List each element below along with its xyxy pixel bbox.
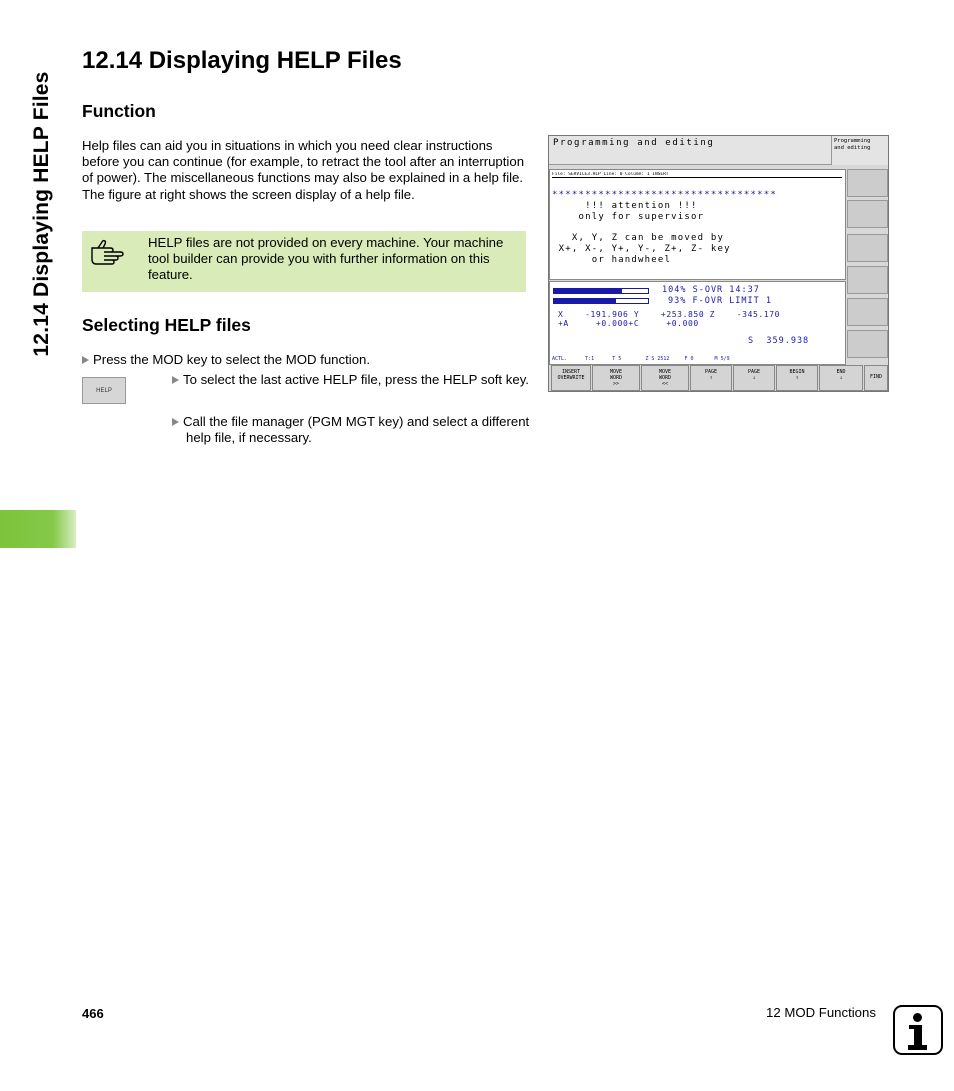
section-heading-function: Function bbox=[82, 101, 156, 121]
cnc-line: X, Y, Z can be moved by bbox=[552, 233, 725, 243]
side-softkey[interactable] bbox=[847, 298, 888, 326]
cnc-line: only for supervisor bbox=[552, 212, 705, 222]
chapter-tab-marker bbox=[0, 510, 76, 548]
step-item: Call the file manager (PGM MGT key) and select a different help file, if necessary. bbox=[172, 414, 538, 446]
spindle-value: S 359.938 bbox=[748, 336, 810, 346]
bullet-triangle-icon bbox=[82, 356, 89, 364]
softkey-find[interactable]: FIND bbox=[864, 365, 888, 391]
cnc-file-line: File: SERVICE3.HLP Line: 0 Column: 1 INSERT bbox=[552, 172, 842, 178]
side-softkey[interactable] bbox=[847, 169, 888, 197]
step-item: Press the MOD key to select the MOD function. bbox=[82, 352, 522, 368]
help-softkey[interactable]: HELP bbox=[82, 377, 126, 404]
position-row-1: X -191.906 Y +253.850 Z -345.170 bbox=[558, 310, 781, 319]
softkey-page-up[interactable]: PAGE ↑ bbox=[690, 365, 732, 391]
note-box bbox=[82, 231, 526, 292]
pointing-hand-icon bbox=[90, 239, 126, 265]
cnc-status-area bbox=[549, 281, 846, 365]
side-chapter-title: 12.14 Displaying HELP Files bbox=[30, 71, 53, 357]
s-ovr-bar bbox=[553, 288, 649, 294]
cnc-help-text-area bbox=[549, 169, 846, 280]
cnc-line: or handwheel bbox=[552, 255, 672, 265]
side-softkey[interactable] bbox=[847, 234, 888, 262]
cnc-mode-header: Programming and editing bbox=[549, 136, 831, 165]
f-ovr-bar bbox=[553, 298, 649, 304]
bullet-triangle-icon bbox=[172, 418, 179, 426]
softkey-move-word-left[interactable]: MOVE WORD << bbox=[641, 365, 689, 391]
page-number: 466 bbox=[82, 1006, 104, 1021]
position-row-2: +A +0.000+C +0.000 bbox=[558, 319, 699, 328]
page-title: 12.14 Displaying HELP Files bbox=[82, 47, 402, 74]
side-softkey[interactable] bbox=[847, 200, 888, 228]
cnc-screen-figure bbox=[548, 135, 889, 392]
s-ovr-text: 104% S-OVR 14:37 bbox=[662, 285, 760, 295]
bullet-triangle-icon bbox=[172, 376, 179, 384]
info-icon bbox=[893, 1005, 943, 1055]
cnc-mode-header-right: Programming and editing bbox=[831, 136, 888, 165]
actual-values-line: ACTL. T:1 T 5 Z S 2512 F 0 M 5/9 bbox=[552, 356, 730, 362]
softkey-page-down[interactable]: PAGE ↓ bbox=[733, 365, 775, 391]
function-paragraph: Help files can aid you in situations in which you need clear instructions before you can continue (for example, to retract the tool after an interruption of power). The miscellaneous functions may also be explained in a help file. The figure at right shows the screen display of a help file. bbox=[82, 138, 525, 202]
section-heading-selecting: Selecting HELP files bbox=[82, 315, 251, 335]
softkey-insert[interactable]: INSERT OVERWRITE bbox=[551, 365, 591, 391]
softkey-move-word-right[interactable]: MOVE WORD >> bbox=[592, 365, 640, 391]
softkey-end[interactable]: END ↓ bbox=[819, 365, 863, 391]
softkey-begin[interactable]: BEGIN ↑ bbox=[776, 365, 818, 391]
note-text: HELP files are not provided on every machine. Your machine tool builder can provide you with further information on this feature. bbox=[148, 235, 504, 283]
cnc-line: !!! attention !!! bbox=[552, 201, 698, 211]
side-softkey[interactable] bbox=[847, 330, 888, 358]
cnc-line: X+, X-, Y+, Y-, Z+, Z- key bbox=[552, 244, 731, 254]
f-ovr-text: 93% F-OVR LIMIT 1 bbox=[668, 296, 772, 306]
step-item: To select the last active HELP file, press the HELP soft key. bbox=[172, 372, 538, 388]
cnc-line: ********************************** bbox=[552, 190, 778, 200]
side-softkey[interactable] bbox=[847, 266, 888, 294]
chapter-footer: 12 MOD Functions bbox=[766, 1005, 876, 1020]
